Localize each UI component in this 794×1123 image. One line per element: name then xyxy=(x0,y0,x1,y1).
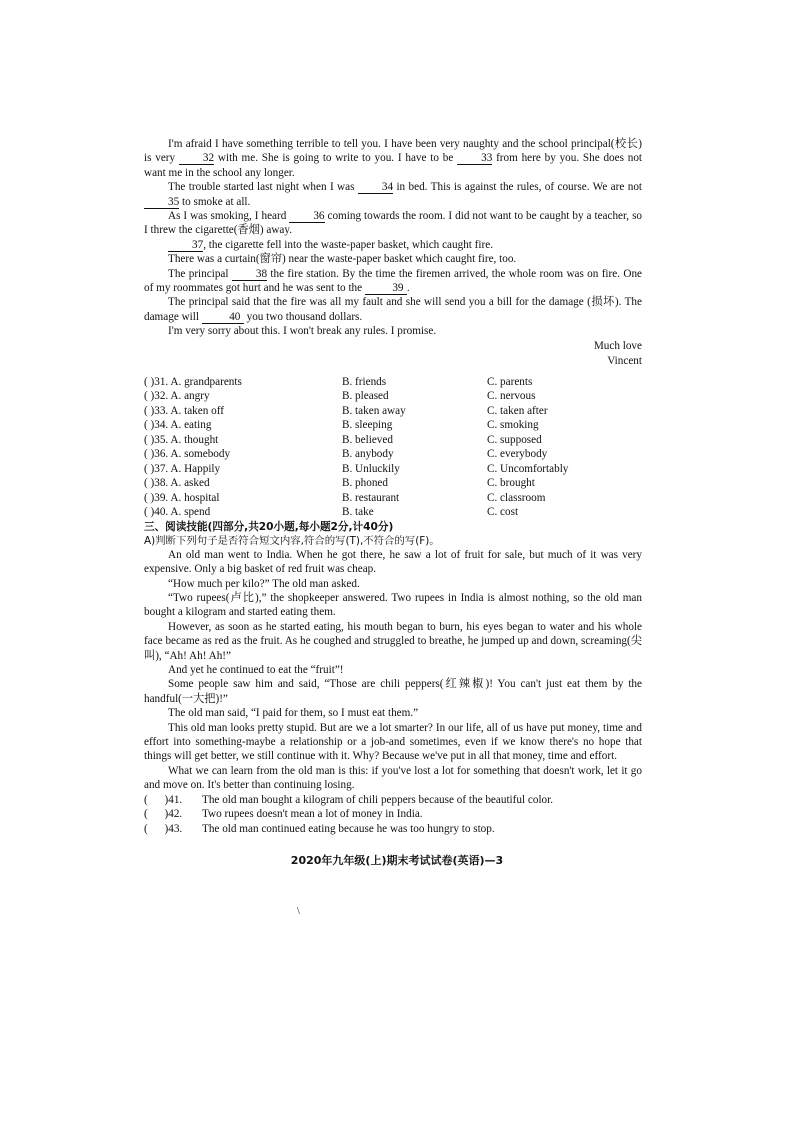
option-b: B. take xyxy=(342,506,374,519)
reading-paragraph: However, as soon as he started eating, his mouth began to burn, his eyes began to water and his whole face became as red as the fruit. As he coughed and struggled to breathe, he jumped up and down, screaming(尖叫), “Ah! Ah! Ah!” xyxy=(144,620,642,662)
blank-39: 39 xyxy=(365,282,407,295)
blank-35: 35 xyxy=(144,196,179,209)
question-text: The old man bought a kilogram of chili peppers because of the beautiful color. xyxy=(202,793,554,806)
reading-paragraph: What we can learn from the old man is this: if you've lost a lot for something that doesn't work, let it go and move on. It's better than continuing losing. xyxy=(144,764,642,792)
option-row xyxy=(144,418,642,433)
text: with me. She is going to write to you. I have to be xyxy=(217,152,454,165)
option-b: B. anybody xyxy=(342,448,394,461)
option-b: B. taken away xyxy=(342,404,406,417)
option-c: C. Uncomfortably xyxy=(487,462,569,475)
question-number: ( )41. xyxy=(144,793,183,806)
option-a: ( )33. A. taken off xyxy=(144,404,224,417)
passage-paragraph-3 xyxy=(144,209,642,238)
option-c: C. everybody xyxy=(487,448,548,461)
question-number: ( )42. xyxy=(144,808,183,821)
option-row xyxy=(144,462,642,477)
tf-question xyxy=(144,793,642,808)
text: The principal xyxy=(168,267,229,280)
text: I'm afraid I have something terrible to tell you. I have been very naughty and the school principal(校长) is very xyxy=(144,138,642,165)
option-row xyxy=(144,404,642,419)
part-a-instruction: A)判断下列句子是否符合短文内容,符合的写(T),不符合的写(F)。 xyxy=(144,534,440,547)
passage-paragraph-1 xyxy=(144,137,642,180)
reading-paragraph: Some people saw him and said, “Those are chili peppers(红辣椒)! You can't just eat them by the handful(一大把)!” xyxy=(144,678,642,705)
section-heading: 三、阅读技能(四部分,共20小题,每小题2分,计40分) xyxy=(144,520,394,533)
text: The principal said that the fire was all my fault and she will send you a bill for the damage (损坏). The damage will xyxy=(144,296,642,323)
option-a: ( )37. A. Happily xyxy=(144,462,221,475)
question-text: The old man continued eating because he was too hungry to stop. xyxy=(202,822,495,835)
option-c: C. brought xyxy=(487,477,535,490)
blank-40: 40 xyxy=(202,311,244,324)
exam-content xyxy=(144,137,642,836)
letter-closing xyxy=(144,339,642,369)
blank-33: 33 xyxy=(457,152,492,165)
options-list xyxy=(144,375,642,520)
closing-phrase: Much love xyxy=(593,339,642,352)
text: . xyxy=(406,282,410,295)
option-c: C. parents xyxy=(487,375,533,388)
passage-paragraph-4 xyxy=(144,238,642,252)
option-row xyxy=(144,491,642,506)
passage-paragraph-2 xyxy=(144,180,642,209)
option-a: ( )32. A. angry xyxy=(144,390,210,403)
text: As I was smoking, I heard xyxy=(168,210,287,223)
question-text: Two rupees doesn't mean a lot of money in India. xyxy=(202,808,423,821)
option-a: ( )35. A. thought xyxy=(144,433,219,446)
reading-paragraph: “How much per kilo?” The old man asked. xyxy=(168,577,360,590)
option-row xyxy=(144,375,642,390)
tf-question xyxy=(144,807,642,822)
blank-36: 36 xyxy=(289,210,324,223)
option-c: C. taken after xyxy=(487,404,548,417)
blank-34: 34 xyxy=(358,181,393,194)
option-c: C. supposed xyxy=(487,433,542,446)
reading-paragraph: “Two rupees(卢比),” the shopkeeper answered. Two rupees in India is almost nothing, so the old man bought a kilogram and started eating them. xyxy=(144,591,642,619)
passage-paragraph-5: There was a curtain(窗帘) near the waste-paper basket which caught fire, too. xyxy=(168,253,517,266)
option-c: C. smoking xyxy=(487,419,539,432)
option-a: ( )34. A. eating xyxy=(144,419,212,432)
text: you two thousand dollars. xyxy=(246,310,363,323)
option-row xyxy=(144,389,642,404)
signature: Vincent xyxy=(607,354,642,367)
option-c: C. classroom xyxy=(487,491,546,504)
passage-paragraph-6 xyxy=(144,267,642,296)
text: The trouble started last night when I was xyxy=(168,181,355,194)
option-c: C. nervous xyxy=(487,390,536,403)
stray-mark: \ xyxy=(297,906,300,917)
option-b: B. friends xyxy=(342,375,387,388)
blank-38: 38 xyxy=(232,268,267,281)
reading-paragraph: The old man said, “I paid for them, so I must eat them.” xyxy=(168,707,419,720)
option-b: B. restaurant xyxy=(342,491,400,504)
blank-37: 37 xyxy=(168,239,203,252)
option-row xyxy=(144,433,642,448)
option-a: ( )36. A. somebody xyxy=(144,448,231,461)
text: to smoke at all. xyxy=(181,195,251,208)
option-a: ( )38. A. asked xyxy=(144,477,210,490)
option-b: B. Unluckily xyxy=(342,462,400,475)
reading-paragraph: An old man went to India. When he got there, he saw a lot of fruit for sale, but much of it was very expensive. Only a big basket of red fruit was cheap. xyxy=(144,548,642,576)
passage-paragraph-7 xyxy=(144,295,642,324)
question-number: ( )43. xyxy=(144,822,183,835)
option-a: ( )31. A. grandparents xyxy=(144,375,242,388)
option-row xyxy=(144,476,642,491)
option-c: C. cost xyxy=(487,506,519,519)
option-b: B. sleeping xyxy=(342,419,393,432)
text: the fire station. By the time the firemen arrived, the whole room was on fire. One of my roommates got hurt and he was sent to the xyxy=(144,267,643,295)
text: , the cigarette fell into the waste-paper basket, which caught fire. xyxy=(203,238,494,251)
reading-paragraph: And yet he continued to eat the “fruit”! xyxy=(168,663,344,676)
option-a: ( )39. A. hospital xyxy=(144,491,220,504)
option-a: ( )40. A. spend xyxy=(144,506,211,519)
page-footer: 2020年九年级(上)期末考试试卷(英语)—3 xyxy=(290,854,504,867)
passage-paragraph-8: I'm very sorry about this. I won't break any rules. I promise. xyxy=(168,325,437,338)
tf-question xyxy=(144,822,642,837)
option-b: B. pleased xyxy=(342,390,389,403)
option-b: B. phoned xyxy=(342,477,388,490)
text: in bed. This is against the rules, of course. We are not xyxy=(396,181,643,194)
text: from here by you. She does not want me in the school any longer. xyxy=(144,152,643,179)
option-b: B. believed xyxy=(342,433,393,446)
option-row xyxy=(144,505,642,520)
reading-paragraph: This old man looks pretty stupid. But are we a lot smarter? In our life, all of us have put money, time and effort into something-maybe a relationship or a job-and sometimes, even if we know there's no hope that things will get better, we still continue with it. Why? Because we've put in all that money, time and effort. xyxy=(144,721,642,763)
option-row xyxy=(144,447,642,462)
text: coming towards the room. I did not want to be caught by a teacher, so I threw the cigarette(香烟) away. xyxy=(144,210,643,237)
blank-32: 32 xyxy=(179,152,214,165)
